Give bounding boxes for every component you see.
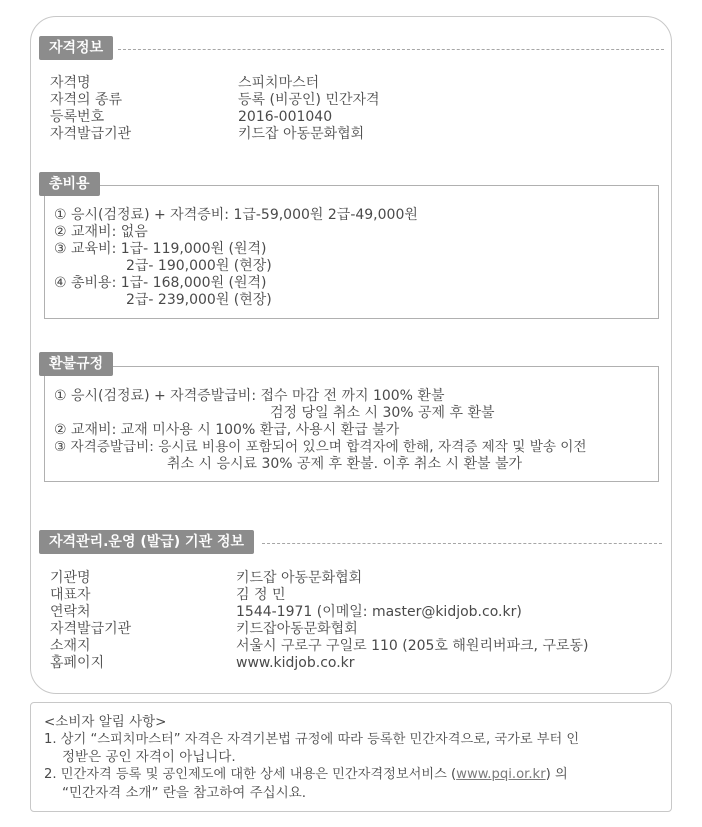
refund-line: 검정 당일 취소 시 30% 공제 후 환불 bbox=[270, 405, 495, 421]
notice-heading: <소비자 알림 사항> bbox=[44, 714, 167, 730]
agency-value: www.kidjob.co.kr bbox=[236, 655, 355, 671]
notice-item-2-suffix: ) 의 bbox=[545, 767, 568, 782]
notice-item-2-cont: “민간자격 소개” 란을 참고하여 주십시요. bbox=[62, 785, 307, 801]
refund-line: ① 응시(검정료) + 자격증발급비: 접수 마감 전 까지 100% 환불 bbox=[54, 388, 445, 404]
cost-line: ③ 교육비: 1급- 119,000원 (원격) bbox=[54, 241, 267, 257]
agency-label: 홈페이지 bbox=[50, 655, 105, 671]
notice-item-1-cont: 정받은 공인 자격이 아닙니다. bbox=[62, 749, 236, 765]
qual-value: 2016-001040 bbox=[238, 109, 333, 125]
info-card bbox=[30, 16, 672, 694]
qual-label: 등록번호 bbox=[50, 109, 105, 125]
notice-item-2 bbox=[44, 766, 568, 784]
agency-value: 서울시 구로구 구일로 110 (205호 해원리버파크, 구로동) bbox=[236, 638, 589, 654]
agency-label: 소재지 bbox=[50, 638, 91, 654]
agency-label: 연락처 bbox=[50, 604, 91, 620]
qual-label: 자격명 bbox=[50, 75, 91, 91]
cost-line: ① 응시(검정료) + 자격증비: 1급-59,000원 2급-49,000원 bbox=[54, 207, 418, 223]
refund-line: ③ 자격증발급비: 응시료 비용이 포함되어 있으며 합격자에 한해, 자격증 제작 및 발송 이전 bbox=[54, 439, 587, 455]
section-title-cost: 총비용 bbox=[39, 172, 100, 196]
qual-label: 자격의 종류 bbox=[50, 92, 123, 108]
agency-value: 1544-1971 (이메일: master@kidjob.co.kr) bbox=[236, 604, 522, 620]
cost-line: 2급- 239,000원 (현장) bbox=[126, 292, 272, 308]
refund-line: 취소 시 응시료 30% 공제 후 환불. 이후 취소 시 환불 불가 bbox=[167, 456, 522, 472]
notice-item-1: 1. 상기 “스피치마스터” 자격은 자격기본법 규정에 따라 등록한 민간자격으로, 국가로 부터 인 bbox=[44, 732, 580, 747]
section-divider bbox=[118, 49, 664, 50]
agency-value: 키드잡 아동문화협회 bbox=[236, 570, 363, 586]
qual-label: 자격발급기관 bbox=[50, 126, 132, 142]
section-title-refund: 환불규정 bbox=[39, 352, 113, 376]
agency-label: 기관명 bbox=[50, 570, 91, 586]
section-title-agency: 자격관리.운영 (발급) 기관 정보 bbox=[39, 530, 254, 554]
agency-label: 자격발급기관 bbox=[50, 621, 132, 637]
refund-line: ② 교재비: 교재 미사용 시 100% 환급, 사용시 환급 불가 bbox=[54, 422, 400, 438]
cost-line: 2급- 190,000원 (현장) bbox=[126, 258, 272, 274]
cost-line: ② 교재비: 없음 bbox=[54, 224, 148, 240]
agency-value: 키드잡아동문화협회 bbox=[236, 621, 358, 637]
notice-item-2-prefix: 2. 민간자격 등록 및 공인제도에 대한 상세 내용은 민간자격정보서비스 ( bbox=[44, 767, 457, 782]
qual-value: 등록 (비공인) 민간자격 bbox=[238, 92, 380, 108]
cost-line: ④ 총비용: 1급- 168,000원 (원격) bbox=[54, 275, 267, 291]
agency-label: 대표자 bbox=[50, 587, 91, 603]
section-divider bbox=[262, 543, 662, 544]
qual-value: 스피치마스터 bbox=[238, 75, 320, 91]
qual-value: 키드잡 아동문화협회 bbox=[238, 126, 365, 142]
section-title-qualification: 자격정보 bbox=[39, 36, 113, 60]
pqi-link[interactable]: www.pqi.or.kr bbox=[456, 767, 546, 782]
agency-value: 김 정 민 bbox=[236, 587, 286, 603]
